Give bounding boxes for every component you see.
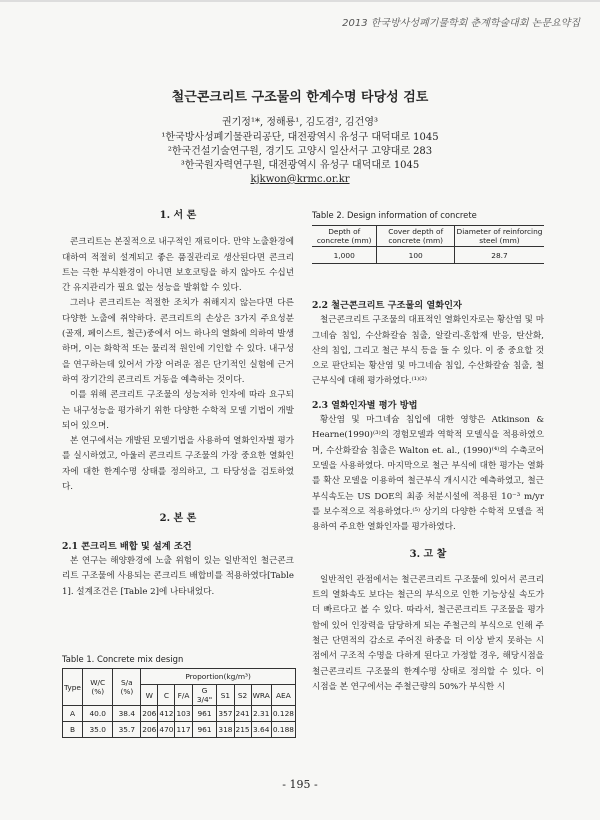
conclusion-heading: 3. 고 찰: [409, 549, 447, 561]
proceedings-header: 2013 한국방사성폐기물학회 춘계학술대회 논문요약집: [342, 18, 580, 29]
section-2-3-heading: 2.3 열화인자별 평가 방법: [312, 399, 418, 411]
intro-paragraph-2: 그러나 콘크리트는 적절한 조치가 취해지지 않는다면 다른 다양한 노출에 취약하다. 콘크리트의 손상은 3가지 주요성분(골재, 페이스트, 철근)중에서 어느 하나의 열화에 의하여 발생하며, 이는 화학적 또는 물리적 원인에 기인할 수 있다. 내구성을 연구하는데 있어서 가장 어려운 점은 단기적인 실험에 근거하여 장기간의 콘크리트 거동을 예측하는 것이다.: [62, 298, 294, 385]
table-cell: 2.31: [251, 706, 271, 722]
table-cell: 0.188: [271, 722, 295, 738]
author-block: [0, 116, 600, 187]
section-2-2-heading: 2.2 철근콘크리트 구조물의 열화인자: [312, 300, 462, 311]
table-cell: 35.7: [113, 722, 141, 738]
table-cell: 103: [175, 706, 192, 722]
conclusion-paragraph: 일반적인 관점에서는 철근콘크리트 구조물에 있어서 콘크리트의 열화속도 보다는 철근의 부식으로 인한 기능상실 속도가 더 빠르다고 볼 수 있다. 따라서, 철근콘크리트 구조물을 평가함에 있어 인장력을 담당하게 되는 주철근의 부식으로 인해 주철근 단면적의 감소로 주어진 하중을 더 이상 받지 못하는 시점에서 구조적 수명을 다하게 된다고 가정할 경우, 해당시점을 철근콘크리트 구조물의 한계수명 상태로 정의할 수 있다. 이 시점을 본 연구에서는 주철근량의 50%가 부식한 시: [312, 574, 544, 692]
table-cell: 40.0: [82, 706, 112, 722]
table-cell: 206: [141, 722, 158, 738]
table-cell: 35.0: [82, 722, 112, 738]
table-cell: 357: [217, 706, 234, 722]
right-column: [312, 298, 544, 695]
affiliation-1: ¹한국방사성폐기물관리공단, 대전광역시 유성구 대덕대로 1045: [161, 132, 439, 143]
section-2-3-paragraph: 황산염 및 마그네슘 침입에 대한 영향은 Atkinson & Hearne(1990)⁽³⁾의 경험모델과 역학적 모델식을 적용하였으며, 수산화칼슘 침출은 Walton et. al., (1990)⁽⁴⁾의 수축코어 모델을 사용하였다. 마지막으로 철근 부식에 대한 평가는 열화를 확산 모델을 이용하여 철근부식 개시시간 예측하였고, 철근 부식속도는 US DOE의 최종 처분시설에 적용된 10⁻³ m/yr를 보수적으로 적용하였다.⁽⁵⁾ 상기의 다양한 수학적 모델을 적용하여 주요한 열화인자를 평가하였다.: [312, 415, 544, 533]
table2-head-cover: Cover depth of concrete (mm): [377, 226, 455, 247]
table-row: [63, 706, 296, 722]
table2-design-info: [312, 225, 544, 264]
table-row: [312, 247, 544, 264]
table2-head-depth: Depth of concrete (mm): [312, 226, 377, 247]
table-cell: 241: [234, 706, 251, 722]
table-cell: 28.7: [455, 247, 545, 264]
table-cell: 961: [192, 722, 217, 738]
table1-head-proportion: Proportion(kg/m³): [141, 669, 296, 685]
table1-concrete-mix: [62, 668, 296, 738]
table-cell: 100: [377, 247, 455, 264]
table-cell: 117: [175, 722, 192, 738]
intro-paragraph-4: 본 연구에서는 개발된 모델기법을 사용하여 열화인자별 평가를 실시하였고, 아울러 콘크리트 구조물의 가장 중요한 열화인자에 대한 한계수명 상태를 정의하고, 그 타당성을 검토하였다.: [62, 436, 294, 493]
table2-head-diameter: Diameter of reinforcing steel (mm): [456, 227, 543, 245]
table-cell: 206: [141, 706, 158, 722]
section-2-1-paragraph: 본 연구는 해양환경에 노출 위험이 있는 일반적인 철근콘크리트 구조물에 사용되는 콘크리트 배합비를 적용하였다[Table 1]. 설계조건은 [Table 2]에 나타내었다.: [62, 555, 294, 597]
table1-subhead: G 3/4": [192, 685, 217, 706]
table1-head-type: Type: [63, 669, 83, 706]
affiliation-3: ³한국원자력연구원, 대전광역시 유성구 대덕대로 1045: [180, 160, 420, 171]
table-cell: 0.128: [271, 706, 295, 722]
page-number: - 195 -: [282, 778, 318, 791]
body-heading: 2. 본 론: [159, 513, 197, 525]
table1-subhead: F/A: [175, 685, 192, 706]
intro-paragraph-1: 콘크리트는 본질적으로 내구적인 재료이다. 만약 노출환경에 대하여 적절히 설계되고 좋은 품질관리로 생산된다면 콘크리트는 극한 부식환경이 아니면 보호코팅을 하지 않아도 수십년간 유지관리가 필요 없는 성능을 발휘할 수 있다.: [62, 237, 294, 294]
table1-subhead: W: [141, 685, 158, 706]
table1-head-sa: S/a (%): [113, 669, 141, 706]
table-cell: 38.4: [113, 706, 141, 722]
table-cell: A: [63, 706, 83, 722]
table1-subhead: S1: [217, 685, 234, 706]
table-cell: 961: [192, 706, 217, 722]
author-names: 권기정¹*, 정해룡¹, 김도겸², 김건영³: [221, 117, 379, 128]
table1-subhead: AEA: [271, 685, 295, 706]
left-column: [62, 208, 294, 600]
intro-paragraph-3: 이를 위해 콘크리트 구조물의 성능저하 인자에 따라 요구되는 내구성능을 평가하기 위한 다양한 수학적 모델 기법이 개발되어 있으며.: [62, 390, 294, 431]
table-row: [63, 722, 296, 738]
table-cell: B: [63, 722, 83, 738]
table-cell: 215: [234, 722, 251, 738]
table-cell: 412: [158, 706, 175, 722]
table1-subhead: WRA: [251, 685, 271, 706]
author-email[interactable]: kjkwon@krmc.or.kr: [250, 174, 350, 185]
table-cell: 470: [158, 722, 175, 738]
table1-head-wc: W/C (%): [82, 669, 112, 706]
table1-subhead: S2: [234, 685, 251, 706]
table1-subhead: C: [158, 685, 175, 706]
intro-heading: 1. 서 론: [159, 210, 197, 221]
table1-caption: Table 1. Concrete mix design: [62, 654, 184, 664]
table-cell: 3.64: [251, 722, 271, 738]
paper-title: 철근콘크리트 구조물의 한계수명 타당성 검토: [171, 90, 429, 105]
table2-caption: Table 2. Design information of concrete: [312, 210, 477, 220]
affiliation-2: ²한국건설기술연구원, 경기도 고양시 일산서구 고양대로 283: [167, 146, 433, 157]
section-2-1-heading: 2.1 콘크리트 배합 및 설계 조건: [62, 540, 192, 552]
table-cell: 1,000: [312, 247, 377, 264]
top-edge-line: [0, 0, 600, 2]
section-2-2-paragraph: 철근콘크리트 구조물의 대표적인 열화인자로는 황산염 및 마그네슘 침입, 수산화칼슘 침출, 알칼리-혼합재 반응, 탄산화, 산의 침입, 그리고 철근 부식 등을 들 수 있다. 이 중 중요할 것으로 판단되는 황산염 및 마그네슘 침입, 수산화칼슘 침출, 철근부식에 대해 평가하였다.⁽¹⁾⁽²⁾: [312, 315, 544, 387]
table-cell: 318: [217, 722, 234, 738]
